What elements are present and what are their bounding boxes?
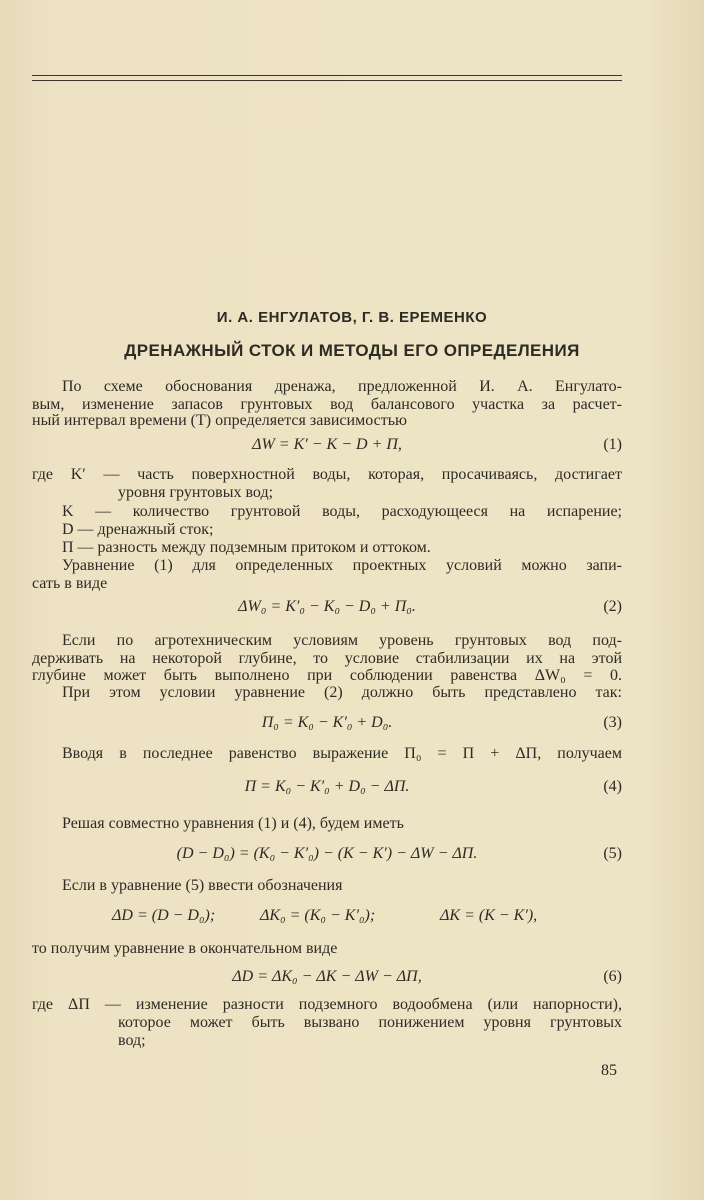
article-authors: И. А. ЕНГУЛАТОВ, Г. В. ЕРЕМЕНКО — [216, 309, 488, 326]
equation-6 — [32, 966, 622, 988]
equation-4-formula: П = K₀ − K′₀ + D₀ − ΔП. — [244, 778, 410, 795]
equation-6-number: (6) — [603, 968, 622, 985]
equation-3 — [32, 712, 622, 734]
notation-delta-k0: ΔK₀ = (K₀ − K′₀); — [260, 907, 376, 924]
equation-2 — [32, 596, 622, 618]
equation-4 — [32, 776, 622, 798]
equation-2-number: (2) — [603, 598, 622, 615]
header-rule-top — [32, 75, 622, 76]
equation-4-number: (4) — [603, 778, 622, 795]
intro-line-1: По схеме обоснования дренажа, предложенной И. А. Енгулато- — [62, 378, 622, 395]
where-line-1: где K′ — часть поверхностной воды, которая, просачиваясь, достигает — [32, 466, 622, 483]
where-line-2: уровня грунтовых вод; — [118, 484, 274, 501]
header-rule-bottom — [32, 80, 622, 81]
para3-line-2: держивать на некоторой глубине, то условие стабилизации их на этой — [32, 650, 622, 667]
para6-line: Если в уравнение (5) ввести обозначения — [62, 877, 343, 894]
final-line-2: которое может быть вызвано понижением уровня грунтовых — [118, 1014, 622, 1031]
para3-line-4: При этом условии уравнение (2) должно быть представлено так: — [62, 684, 622, 701]
equation-6-formula: ΔD = ΔK₀ − ΔK − ΔW − ΔП, — [232, 968, 422, 985]
equation-2-formula: ΔW₀ = K′₀ − K₀ − D₀ + П₀. — [238, 598, 416, 615]
intro-line-2: вым, изменение запасов грунтовых вод балансового участка за расчет- — [32, 396, 622, 413]
page-number: 85 — [601, 1062, 617, 1079]
para2-line-1: Уравнение (1) для определенных проектных условий можно запи- — [62, 557, 622, 574]
equation-1-formula: ΔW = K′ − K − D + П, — [252, 436, 402, 453]
equation-1 — [32, 434, 622, 456]
intro-line-3: ный интервал времени (T) определяется зависимостью — [32, 412, 407, 429]
where-line-4: D — дренажный сток; — [62, 521, 214, 538]
para7-line: то получим уравнение в окончательном виде — [32, 940, 338, 957]
where-line-5: П — разность между подземным притоком и оттоком. — [62, 539, 431, 556]
notation-row — [32, 905, 622, 927]
final-line-1: где ΔП — изменение разности подземного водообмена (или напорности), — [32, 996, 622, 1013]
equation-3-formula: П₀ = K₀ − K′₀ + D₀. — [261, 714, 393, 731]
para2-line-2: сать в виде — [32, 575, 108, 592]
equation-5 — [32, 843, 622, 865]
notation-delta-d: ΔD = (D − D₀); — [112, 907, 216, 924]
equation-3-number: (3) — [603, 714, 622, 731]
where-line-3: K — количество грунтовой воды, расходующееся на испарение; — [62, 503, 622, 520]
equation-5-number: (5) — [603, 845, 622, 862]
para3-line-3: глубине может быть выполнено при соблюдении равенства ΔW₀ = 0. — [32, 667, 622, 684]
equation-1-number: (1) — [603, 436, 622, 453]
para5-line: Решая совместно уравнения (1) и (4), будем иметь — [62, 815, 404, 832]
para4-line: Вводя в последнее равенство выражение П₀ = П + ΔП, получаем — [62, 745, 622, 762]
notation-delta-k: ΔK = (K − K′), — [440, 907, 538, 924]
equation-5-formula: (D − D₀) = (K₀ − K′₀) − (K − K′) − ΔW − ΔП. — [176, 845, 478, 862]
para3-line-1: Если по агротехническим условиям уровень грунтовых вод под- — [62, 632, 622, 649]
final-line-3: вод; — [118, 1032, 146, 1049]
article-title: ДРЕНАЖНЫЙ СТОК И МЕТОДЫ ЕГО ОПРЕДЕЛЕНИЯ — [124, 341, 580, 360]
